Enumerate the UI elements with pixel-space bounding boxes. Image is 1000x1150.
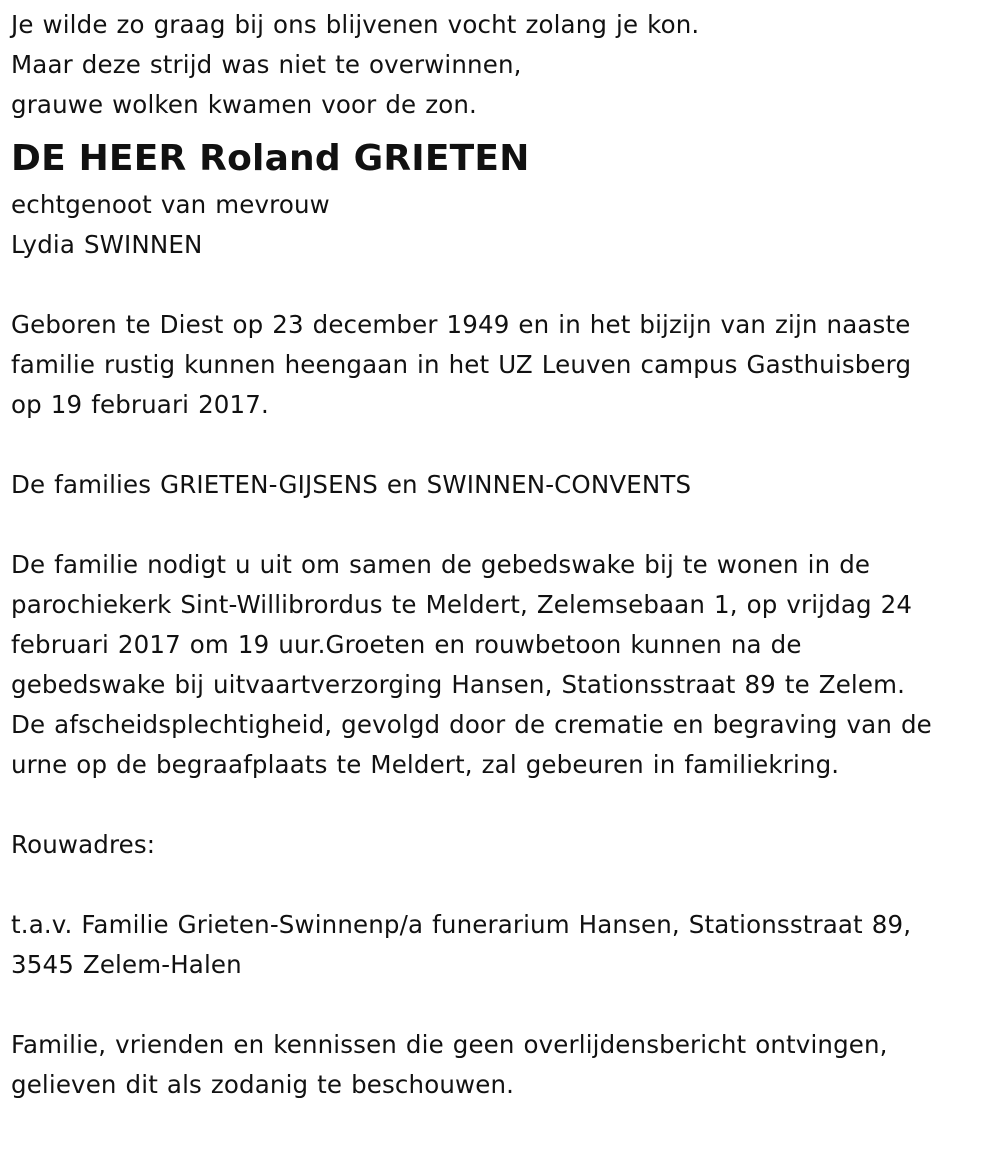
paragraph-line: februari 2017 om 19 uur.Groeten en rouwbetoon kunnen na de (11, 630, 802, 659)
paragraph-line: familie rustig kunnen heengaan in het UZ Leuven campus Gasthuisberg (11, 350, 912, 379)
paragraph-line: op 19 februari 2017. (11, 390, 269, 419)
paragraph-line: urne op de begraafplaats te Meldert, zal gebeuren in familiekring. (11, 750, 840, 779)
poem (11, 5, 991, 125)
birth-death-paragraph (11, 305, 991, 425)
poem-line: Maar deze strijd was niet te overwinnen, (11, 50, 522, 79)
address-label: Rouwadres: (11, 830, 156, 859)
paragraph-line: De familie nodigt u uit om samen de gebedswake bij te wonen in de (11, 550, 871, 579)
spacer (11, 425, 991, 465)
spacer (11, 985, 991, 1025)
spacer (11, 785, 991, 825)
paragraph-line: parochiekerk Sint-Willibrordus te Meldert, Zelemsebaan 1, op vrijdag 24 (11, 590, 913, 619)
closing-paragraph (11, 1025, 991, 1105)
deceased-name-title: DE HEER Roland GRIETEN (11, 138, 530, 179)
poem-line: grauwe wolken kwamen voor de zon. (11, 90, 477, 119)
obituary-notice (11, 5, 991, 1105)
paragraph-line: Familie, vrienden en kennissen die geen overlijdensbericht ontvingen, (11, 1030, 888, 1059)
spouse-line: Lydia SWINNEN (11, 230, 203, 259)
mourning-address (11, 905, 991, 985)
spacer (11, 265, 991, 305)
spacer (11, 865, 991, 905)
paragraph-line: gelieven dit als zodanig te beschouwen. (11, 1070, 515, 1099)
spouse-line: echtgenoot van mevrouw (11, 190, 330, 219)
spacer (11, 505, 991, 545)
address-line: 3545 Zelem-Halen (11, 950, 242, 979)
spouse-info (11, 185, 991, 265)
families-line: De families GRIETEN-GIJSENS en SWINNEN-CONVENTS (11, 470, 692, 499)
paragraph-line: Geboren te Diest op 23 december 1949 en in het bijzijn van zijn naaste (11, 310, 911, 339)
ceremony-paragraph (11, 545, 991, 785)
paragraph-line: De afscheidsplechtigheid, gevolgd door de crematie en begraving van de (11, 710, 932, 739)
address-line: t.a.v. Familie Grieten-Swinnenp/a funerarium Hansen, Stationsstraat 89, (11, 910, 912, 939)
poem-line: Je wilde zo graag bij ons blijvenen vocht zolang je kon. (11, 10, 700, 39)
paragraph-line: gebedswake bij uitvaartverzorging Hansen, Stationsstraat 89 te Zelem. (11, 670, 906, 699)
